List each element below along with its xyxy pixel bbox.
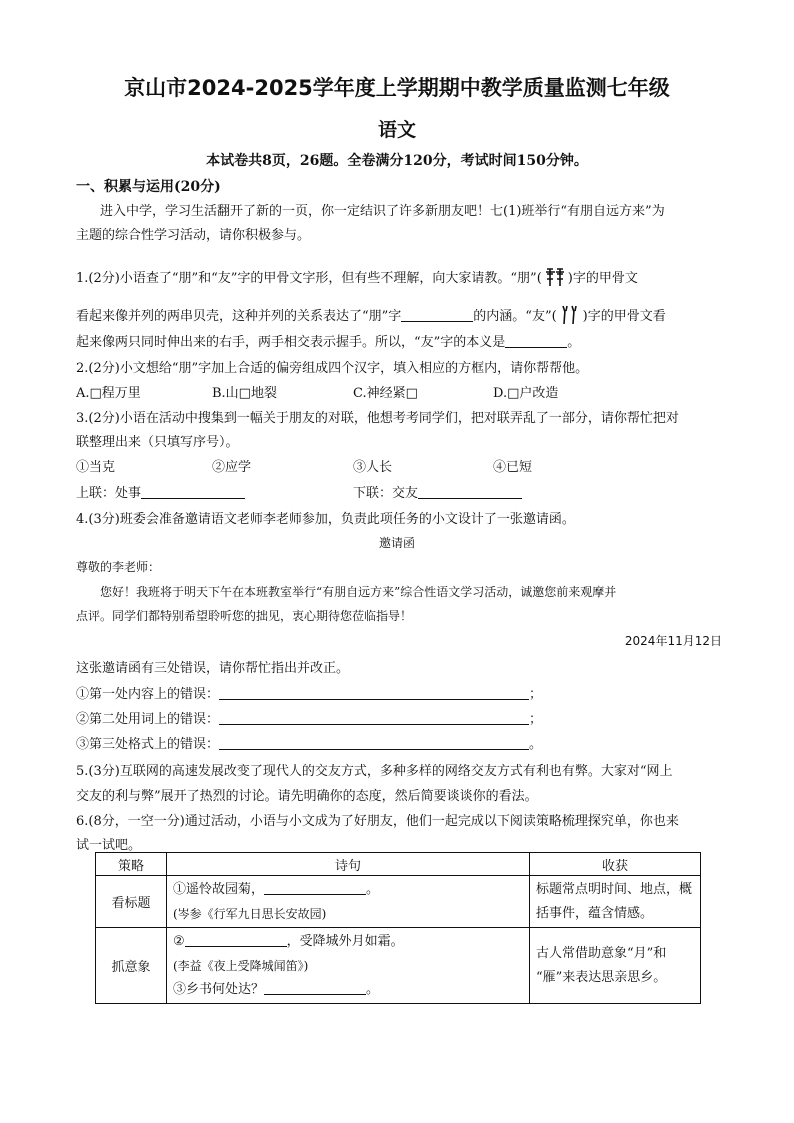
- q2-option-d[interactable]: D.□户改造: [493, 386, 559, 401]
- q1-text: 起来像两只同时伸出来的右手，两手相交表示握手。所以，“友”字的本义是: [76, 335, 506, 350]
- q4-error-label: ③第三处格式上的错误：: [76, 737, 220, 752]
- poem-line: [173, 878, 523, 902]
- q5-line: 交友的利与弊”展开了热烈的讨论。请先明确你的态度，然后简要谈谈你的看法。: [76, 789, 538, 804]
- q3-line: 3.(2分)小语在活动中搜集到一幅关于朋友的对联，他想考考同学们，把对联弄乱了一部分，请你帮忙把对: [76, 411, 679, 426]
- poem-text: ，受降城外月如霜。: [286, 933, 404, 949]
- poem-source: (李益《夜上受降城闻笛》): [173, 958, 309, 973]
- poem-text: 。: [366, 981, 380, 997]
- table-header: 诗句: [167, 853, 530, 876]
- poem-line: [173, 978, 523, 1002]
- q4-punct: 。: [529, 737, 543, 752]
- poem-blank-2[interactable]: [185, 932, 287, 947]
- q3-option-3: ③人长: [353, 460, 393, 475]
- table-header-row: [96, 853, 701, 876]
- q3-option-2: ②应学: [212, 460, 252, 475]
- poem-blank-3[interactable]: [264, 980, 366, 995]
- table-row: [96, 928, 701, 1004]
- exam-info: 本试卷共8页，26题。全卷满分120分，考试时间150分钟。: [206, 153, 588, 169]
- strategy-table: [95, 852, 701, 1004]
- poem-blank-1[interactable]: [264, 880, 366, 895]
- q1-line-3: [76, 331, 580, 350]
- q4-punct: ；: [529, 687, 543, 702]
- q4-stem: 4.(3分)班委会准备邀请语文老师李老师参加，负责此项任务的小文设计了一张邀请函。: [76, 512, 575, 527]
- q3-upper-blank[interactable]: [141, 484, 245, 499]
- table-header: 收获: [530, 853, 701, 876]
- q2-option-b[interactable]: B.山□地裂: [212, 386, 277, 401]
- q3-lower-label: 下联：交友: [353, 486, 419, 501]
- peng-oracle-glyph-icon: [542, 266, 568, 288]
- q4-error-label: ②第二处用词上的错误：: [76, 712, 220, 727]
- gain-text: 括事件，蕴含情感。: [536, 905, 654, 921]
- poem-text: ①遥怜故园菊，: [173, 881, 265, 897]
- q6-line: 6.(8分，一空一分)通过活动，小语与小文成为了好朋友，他们一起完成以下阅读策略梳理探究单，你也来: [76, 814, 679, 829]
- q4-blank-3[interactable]: [219, 735, 529, 750]
- letter-body: 您好！我班将于明天下午在本班教室举行“有朋自远方来”综合性语文学习活动，诚邀您前来观摩并: [100, 585, 617, 599]
- q6-line: 试一试吧。: [76, 838, 142, 853]
- q3-line: 联整理出来（只填写序号）。: [76, 435, 239, 450]
- section-heading: 一、积累与运用(20分): [76, 179, 221, 195]
- q1-text: 看起来像并列的两串贝壳，这种并列的关系表达了“朋”字: [76, 309, 402, 324]
- gain-cell: [530, 876, 701, 928]
- poem-source: (岑参《行军九日思长安故园): [173, 906, 327, 921]
- q1-blank-1[interactable]: [401, 307, 473, 322]
- strategy-cell: 抓意象: [96, 928, 167, 1004]
- poem-line: [173, 930, 523, 954]
- q4-blank-1[interactable]: [219, 685, 529, 700]
- q4-prompt: 这张邀请函有三处错误，请你帮忙指出并改正。: [76, 661, 350, 676]
- table-row: [96, 876, 701, 928]
- q1-line-1: [76, 266, 638, 288]
- intro-line: 进入中学，学习生活翻开了新的一页，你一定结识了许多新朋友吧！七(1)班举行“有朋自远方来”为: [100, 204, 665, 219]
- q1-line-2: [76, 304, 666, 326]
- poem-text: 。: [366, 881, 380, 897]
- gain-cell: [530, 928, 701, 1004]
- q4-error-3: [76, 733, 542, 752]
- q1-text: 。: [567, 335, 581, 350]
- q3-lower-couplet: [353, 482, 522, 501]
- table-header: 策略: [96, 853, 167, 876]
- intro-line: 主题的综合性学习活动，请你积极参与。: [76, 228, 311, 243]
- poem-cell: [167, 928, 530, 1004]
- q2-option-c[interactable]: C.神经紧□: [353, 386, 418, 401]
- q5-line: 5.(3分)互联网的高速发展改变了现代人的交友方式，多种多样的网络交友方式有利也有弊。大家对“网上: [76, 764, 673, 779]
- gain-text: “雁”来表达思亲思乡。: [536, 969, 667, 985]
- poem-text: ③乡书何处达？: [173, 981, 265, 997]
- q3-lower-blank[interactable]: [418, 484, 522, 499]
- letter-title: 邀请函: [378, 536, 415, 550]
- q4-punct: ；: [529, 712, 543, 727]
- gain-text: 标题常点明时间、地点，概: [536, 881, 693, 897]
- q3-upper-label: 上联：处事: [76, 486, 142, 501]
- strategy-cell: 看标题: [96, 876, 167, 928]
- letter-body: 点评。同学们都特别希望聆听您的拙见，衷心期待您莅临指导！: [76, 609, 413, 623]
- q2-option-a[interactable]: A.□程万里: [76, 386, 141, 401]
- q4-error-2: [76, 708, 542, 727]
- q1-text: )字的甲骨文: [567, 271, 638, 286]
- q2-stem: 2.(2分)小文想给“朋”字加上合适的偏旁组成四个汉字，填入相应的方框内，请你帮帮他。: [76, 361, 589, 376]
- gain-text: 古人常借助意象“月”和: [536, 945, 667, 961]
- poem-text: ②: [173, 933, 185, 949]
- q4-error-label: ①第一处内容上的错误：: [76, 687, 220, 702]
- exam-title: 京山市2024-2025学年度上学期期中教学质量监测七年级: [124, 76, 670, 100]
- q1-text: )字的甲骨文看: [582, 309, 666, 324]
- you-oracle-glyph-icon: [557, 304, 583, 326]
- letter-salutation: 尊敬的李老师：: [76, 560, 161, 574]
- q3-option-4: ④已短: [493, 460, 533, 475]
- letter-date: 2024年11月12日: [624, 634, 722, 648]
- q4-error-1: [76, 683, 542, 702]
- q3-option-1: ①当克: [76, 460, 116, 475]
- q1-text: 1.(2分)小语查了“朋”和“友”字的甲骨文字形，但有些不理解，向大家请教。“朋”(: [76, 271, 542, 286]
- q4-blank-2[interactable]: [219, 710, 529, 725]
- poem-cell: [167, 876, 530, 928]
- q1-blank-2[interactable]: [505, 333, 567, 348]
- q3-upper-couplet: [76, 482, 245, 501]
- subject-title: 语文: [377, 119, 416, 141]
- q1-text: 的内涵。“友”(: [473, 309, 557, 324]
